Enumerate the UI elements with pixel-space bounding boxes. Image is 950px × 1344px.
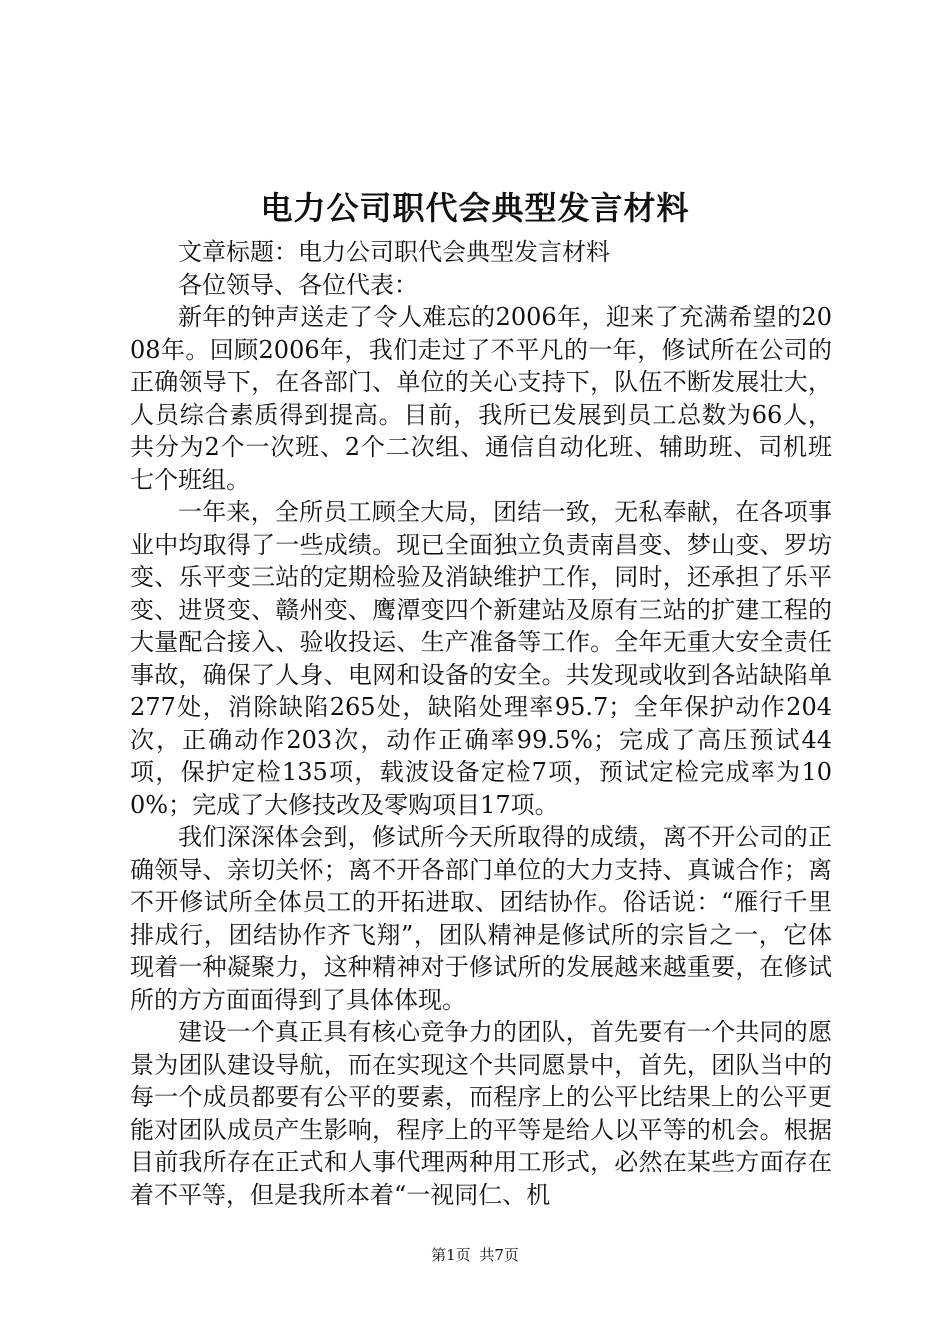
paragraph-salutation: 各位领导、各位代表： (178, 270, 418, 299)
paragraph-achievements: 一年来，全所员工顾全大局，团结一致，无私奉献，在各项事业中均取得了一些成绩。现已全面独立负责南昌变、梦山变、罗坊变、乐平变三站的定期检验及消缺维护工作，同时，还承担了乐平变、进贤变、赣州变、鹰潭变四个新建站及原有三站的扩建工程的大量配合接入、验收投运、生产准备等工作。全年无重大安全责任事故，确保了人身、电网和设备的安全。共发现或收到各站缺陷单277处，消除缺陷265处，缺陷处理率95.7；全年保护动作204次，正确动作203次，动作正确率99.5%；完成了高压预试44项，保护定检135项，载波设备定检7项，预试定检完成率为100%；完成了大修技改及零购项目17项。 (130, 498, 832, 819)
page-total: 共7页 (479, 1246, 519, 1264)
paragraph-article-title: 文章标题：电力公司职代会典型发言材料 (178, 238, 610, 266)
page-footer (0, 1245, 950, 1265)
paragraph-intro: 新年的钟声送走了令人难忘的2006年，迎来了充满希望的2008年。回顾2006年，我们走过了不平凡的一年，修试所在公司的正确领导下，在各部门、单位的关心支持下，队伍不断发展壮大，人员综合素质得到提高。目前，我所已发展到员工总数为66人，共分为2个一次班、2个二次组、通信自动化班、辅助班、司机班七个班组。 (130, 303, 832, 494)
paragraph-teamwork: 我们深深体会到，修试所今天所取得的成绩，离不开公司的正确领导、亲切关怀；离不开各部门单位的大力支持、真诚合作；离不开修试所全体员工的开拓进取、团结协作。俗话说：“雁行千里排成行，团结协作齐飞翔”，团队精神是修试所的宗旨之一，它体现着一种凝聚力，这种精神对于修试所的发展越来越重要，在修试所的方方面面得到了具体体现。 (130, 823, 832, 1014)
document-body (130, 236, 832, 1211)
paragraph-team-building: 建设一个真正具有核心竞争力的团队，首先要有一个共同的愿景为团队建设导航，而在实现这个共同愿景中，首先，团队当中的每一个成员都要有公平的要素，而程序上的公平比结果上的公平更能对团队成员产生影响，程序上的平等是给人以平等的机会。根据目前我所存在正式和人事代理两种用工形式，必然在某些方面存在着不平等，但是我所本着“一视同仁、机 (130, 1018, 832, 1209)
document-title: 电力公司职代会典型发言材料 (260, 189, 690, 227)
page-number: 第1页 (431, 1246, 471, 1264)
